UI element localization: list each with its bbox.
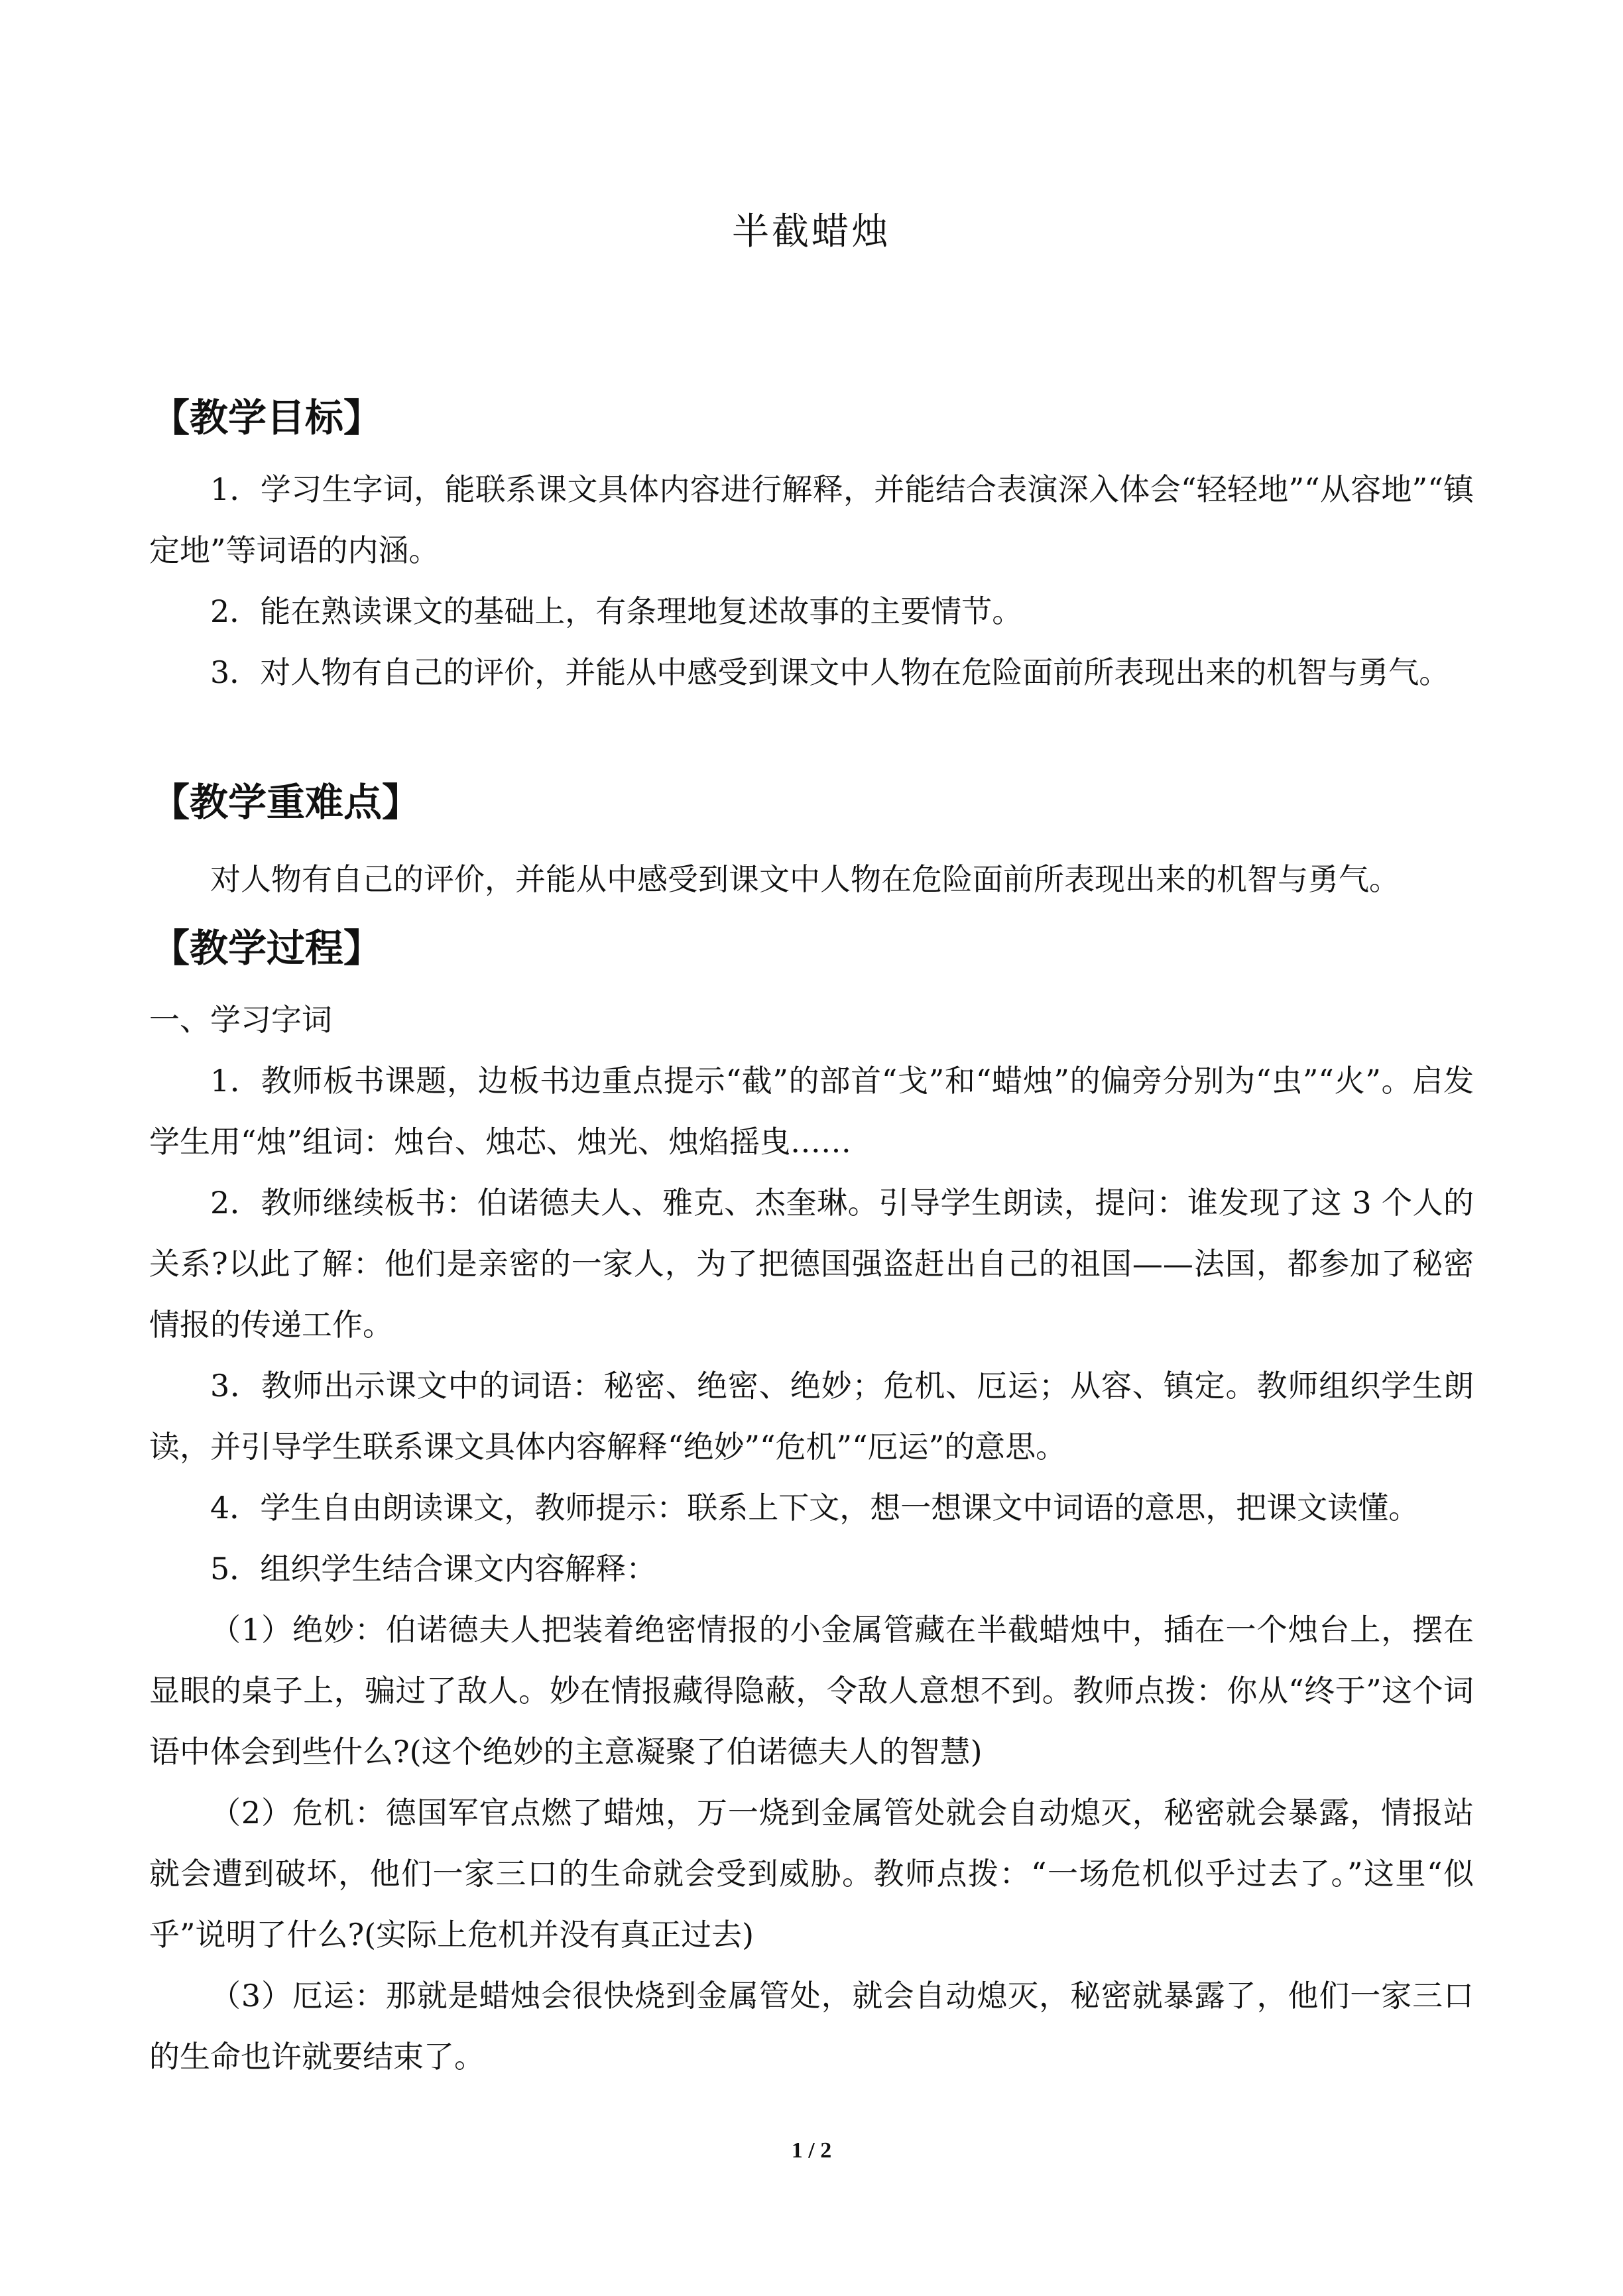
goals-section — [149, 391, 1474, 703]
key-points-section — [149, 776, 1474, 910]
goal-item: 3．对人物有自己的评价，并能从中感受到课文中人物在危险面前所表现出来的机智与勇气。 — [210, 654, 1450, 690]
goal-item: 2．能在熟读课文的基础上，有条理地复述故事的主要情节。 — [210, 593, 1023, 629]
goals-heading: 【教学目标】 — [151, 395, 383, 440]
key-points-heading: 【教学重难点】 — [151, 780, 421, 825]
step-one-heading: 一、学习字词 — [149, 1002, 332, 1038]
explanation-item: （2）危机：德国军官点燃了蜡烛，万一烧到金属管处就会自动熄灭，秘密就会暴露，情报站就会遭到破坏，他们一家三口的生命就会受到威胁。教师点拨：“一场危机似乎过去了。”这里“似乎”说明了什么?(实际上危机并没有真正过去) — [149, 1795, 1474, 1953]
explanation-item: （3）厄运：那就是蜡烛会很快烧到金属管处，就会自动熄灭，秘密就暴露了，他们一家三口的生命也许就要结束了。 — [149, 1978, 1474, 2075]
step-item: 3．教师出示课文中的词语：秘密、绝密、绝妙；危机、厄运；从容、镇定。教师组织学生朗读，并引导学生联系课文具体内容解释“绝妙”“危机”“厄运”的意思。 — [149, 1368, 1474, 1465]
goal-item: 1．学习生字词，能联系课文具体内容进行解释，并能结合表演深入体会“轻轻地”“从容地”“镇定地”等词语的内涵。 — [149, 471, 1474, 568]
step-item: 2．教师继续板书：伯诺德夫人、雅克、杰奎琳。引导学生朗读，提问：谁发现了这 3 个人的关系?以此了解：他们是亲密的一家人，为了把德国强盗赶出自己的祖国——法国，都参加了秘密情报的传递工作。 — [149, 1185, 1474, 1343]
page-number: 1 / 2 — [791, 2138, 832, 2163]
step-item: 4．学生自由朗读课文，教师提示：联系上下文，想一想课文中词语的意思，把课文读懂。 — [210, 1490, 1419, 1526]
explanation-item: （1）绝妙：伯诺德夫人把装着绝密情报的小金属管藏在半截蜡烛中，插在一个烛台上，摆在显眼的桌子上，骗过了敌人。妙在情报藏得隐蔽，令敌人意想不到。教师点拨：你从“终于”这个词语中体会到些什么?(这个绝妙的主意凝聚了伯诺德夫人的智慧) — [149, 1612, 1474, 1770]
step-item: 5．组织学生结合课文内容解释： — [210, 1551, 657, 1587]
step-item: 1．教师板书课题，边板书边重点提示“截”的部首“戈”和“蜡烛”的偏旁分别为“虫”“火”。启发学生用“烛”组词：烛台、烛芯、烛光、烛焰摇曳…… — [149, 1063, 1474, 1160]
document-title: 半截蜡烛 — [732, 210, 891, 253]
key-points-text: 对人物有自己的评价，并能从中感受到课文中人物在危险面前所表现出来的机智与勇气。 — [210, 861, 1400, 897]
process-section — [149, 922, 1474, 2087]
process-heading: 【教学过程】 — [151, 926, 383, 971]
